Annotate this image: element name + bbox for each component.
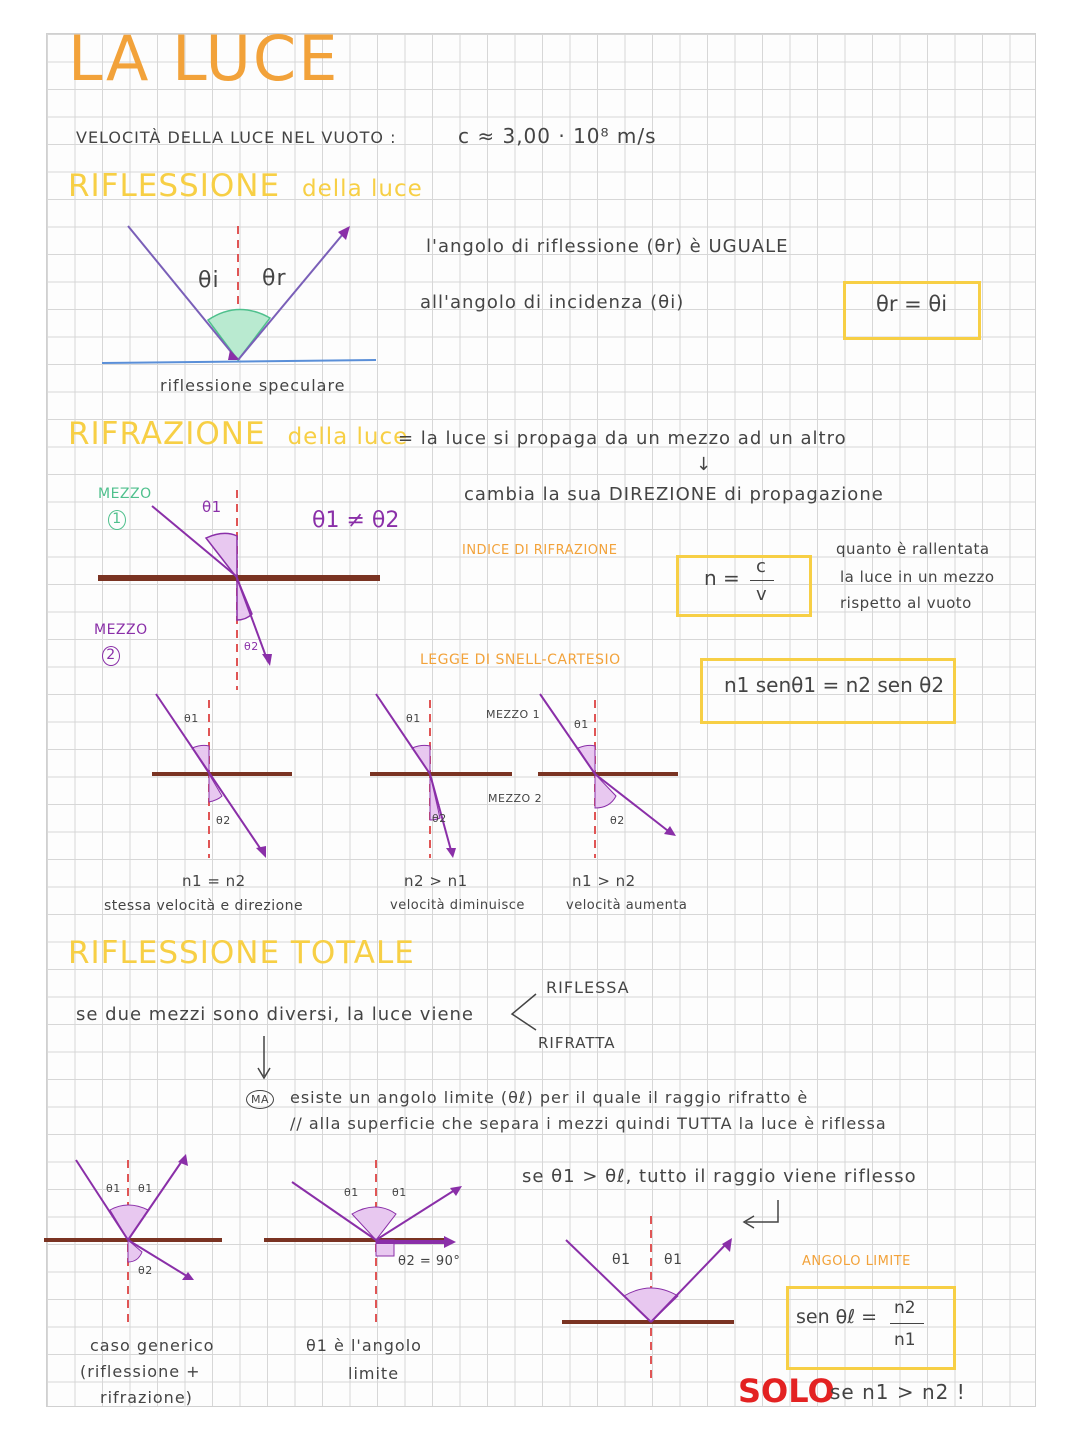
reflection-caption: riflessione speculare: [160, 376, 346, 395]
refraction-change: cambia la sua DIREZIONE di propagazione: [464, 484, 884, 505]
index-formula-den: v: [756, 584, 767, 605]
speed-label: VELOCITÀ DELLA LUCE NEL VUOTO :: [76, 128, 397, 147]
caption-generic-line2: (riflessione +: [80, 1362, 201, 1381]
solo-label: SOLO: [738, 1372, 835, 1410]
refraction-heading: RIFRAZIONE: [68, 416, 266, 452]
reflection-heading-sub: della luce: [302, 176, 423, 202]
case2-desc: velocità diminuisce: [390, 898, 525, 913]
index-label: INDICE DI RIFRAZIONE: [462, 543, 618, 558]
total-sentence: se due mezzi sono diversi, la luce viene: [76, 1004, 475, 1025]
total-reflection-heading: RIFLESSIONE TOTALE: [68, 935, 415, 971]
limit-condition: se θ1 > θℓ, tutto il raggio viene riflesso: [522, 1166, 917, 1187]
caption-limit-line2: limite: [348, 1364, 400, 1383]
limit-theta1-left: θ1: [344, 1186, 359, 1199]
limit-fraction-bar: [890, 1323, 924, 1324]
case-mezzo2-label: MEZZO 2: [488, 792, 543, 805]
refraction-heading-sub: della luce: [287, 424, 409, 450]
case3-theta2: θ2: [610, 814, 625, 827]
generic-theta2: θ2: [138, 1264, 153, 1277]
case-mezzo1-label: MEZZO 1: [486, 708, 541, 721]
case2-theta2: θ2: [432, 812, 447, 825]
reflection-angle-i: θi: [198, 268, 220, 293]
snell-label: LEGGE DI SNELL-CARTESIO: [420, 652, 621, 668]
limit-formula-den: n1: [894, 1330, 916, 1350]
limit-formula-box: [786, 1286, 956, 1370]
full-theta1-left: θ1: [612, 1252, 631, 1268]
case2-relation: n2 > n1: [404, 872, 468, 890]
refraction-definition: = la luce si propaga da un mezzo ad un altro: [398, 428, 847, 449]
case3-relation: n1 > n2: [572, 872, 636, 890]
ma-badge: MA: [246, 1090, 274, 1109]
solo-condition: se n1 > n2 !: [830, 1380, 966, 1404]
limit-line2: // alla superficie che separa i mezzi quindi TUTTA la luce è riflessa: [290, 1114, 887, 1133]
limit-formula-num: n2: [894, 1298, 916, 1318]
speed-value: c ≈ 3,00 · 10⁸ m/s: [458, 124, 657, 148]
case1-theta1: θ1: [184, 712, 199, 725]
case1-relation: n1 = n2: [182, 872, 246, 890]
reflection-text-line1: l'angolo di riflessione (θr) è UGUALE: [426, 236, 789, 257]
refraction-theta1: θ1: [202, 498, 222, 516]
reflection-formula: θr = θi: [876, 292, 948, 316]
case3-theta1: θ1: [574, 718, 589, 731]
case2-theta1: θ1: [406, 712, 421, 725]
index-desc-line1: quanto è rallentata: [836, 540, 990, 558]
case1-desc: stessa velocità e direzione: [104, 898, 304, 914]
reflection-angle-r: θr: [262, 266, 287, 291]
branch-reflected: RIFLESSA: [546, 978, 630, 997]
index-formula-n: n =: [704, 566, 740, 590]
caption-generic-line3: rifrazione): [100, 1388, 193, 1407]
reflection-text-line2: all'angolo di incidenza (θi): [420, 292, 685, 313]
case3-desc: velocità aumenta: [566, 898, 688, 913]
index-formula-num: c: [756, 556, 766, 577]
medium1-number: 1: [108, 510, 126, 530]
generic-theta1-left: θ1: [106, 1182, 121, 1195]
full-theta1-right: θ1: [664, 1252, 683, 1268]
medium2-number: 2: [102, 646, 120, 666]
limit-line1: esiste un angolo limite (θℓ) per il quale il raggio rifratto è: [290, 1088, 809, 1107]
refraction-arrow: ↓: [696, 454, 713, 475]
refraction-theta2: θ2: [244, 640, 259, 653]
reflection-heading: RIFLESSIONE: [68, 168, 281, 204]
branch-refracted: RIFRATTA: [538, 1034, 616, 1052]
refraction-inequality: θ1 ≠ θ2: [312, 508, 400, 533]
medium1-label: MEZZO: [98, 486, 152, 502]
caption-generic-line1: caso generico: [90, 1336, 215, 1355]
limit-theta1-right: θ1: [392, 1186, 407, 1199]
limit-formula-left: sen θℓ =: [796, 1306, 878, 1328]
generic-theta1-right: θ1: [138, 1182, 153, 1195]
page-title: LA LUCE: [68, 22, 340, 95]
snell-formula: n1 senθ1 = n2 sen θ2: [724, 673, 945, 697]
limit-angle-label: ANGOLO LIMITE: [802, 1254, 911, 1269]
caption-limit-line1: θ1 è l'angolo: [306, 1336, 422, 1355]
case1-theta2: θ2: [216, 814, 231, 827]
index-desc-line3: rispetto al vuoto: [840, 594, 972, 612]
index-desc-line2: la luce in un mezzo: [840, 568, 995, 586]
medium2-label: MEZZO: [94, 622, 148, 638]
theta2-90: θ2 = 90°: [398, 1254, 461, 1269]
